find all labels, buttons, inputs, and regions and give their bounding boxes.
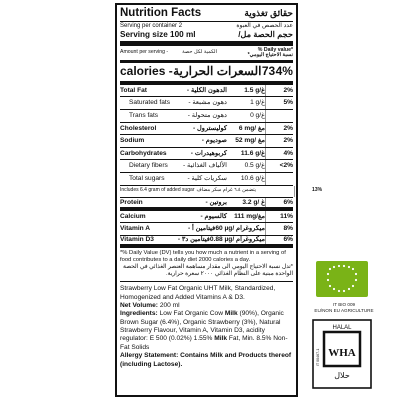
nutrient-percent — [265, 173, 293, 185]
nutrient-percent: 2% — [265, 123, 293, 135]
eu-leaf-icon — [316, 261, 368, 297]
nutrient-amount: 52 mg/ مغ — [235, 137, 265, 145]
nutrient-name-arabic: دهون مشبعة - — [188, 99, 227, 107]
nutrient-name: Saturated fats — [129, 99, 171, 107]
nutrient-name-arabic: يتضمن ٦.٤ غرام سكر مضاف — [196, 187, 257, 194]
calories-row — [120, 63, 293, 85]
nutrient-name-arabic: كوليسترول - — [192, 124, 227, 132]
nutrient-name: Includes 6.4 gram of added sugar — [120, 187, 195, 194]
nutrient-name: Protein — [120, 198, 143, 206]
nutrient-name-arabic: كربوهيدرات - — [190, 149, 227, 157]
panel-title: Nutrition Facts — [120, 7, 202, 19]
nutrient-amount: 1.5 g/غ — [244, 86, 265, 94]
nutrient-amount: 11.6 g/غ — [240, 149, 265, 157]
nutrient-name: Sodium — [120, 137, 145, 145]
nutrient-row — [120, 186, 323, 199]
halal-top-text: HALAL — [332, 325, 352, 331]
nutrient-name-arabic: فيتامين د٣ - — [177, 236, 210, 244]
panel-title-arabic: حقائق تغذوية — [244, 8, 293, 18]
nutrient-name-arabic: فيتامين أ - — [187, 225, 216, 233]
product-description: Strawberry Low Fat Organic UHT Milk, Standardized, Homogenized and Added Vitamins A & D3. — [120, 285, 276, 301]
halal-mark-text: WHA — [328, 347, 356, 359]
amount-per-serving: Amount per serving - الكمية لكل حصة % Daily value* نسبة الاحتياج اليومي* — [120, 46, 293, 63]
nutrient-percent — [265, 110, 293, 122]
calories-label-arabic: السعرات الحرارية — [173, 63, 262, 78]
eu-organic-leaf-logo — [316, 261, 368, 297]
nutrient-amount: 0.88 µg/ ميكروغرام — [209, 236, 265, 244]
nutrient-amount: 3.2 g/ غ — [242, 198, 265, 206]
servings-per-container: Serving per container 2 عدد الحصص في العبوة — [120, 23, 293, 30]
nutrient-row — [120, 123, 293, 136]
allergy-statement: Allergy Statement: Contains Milk and Products thereof (including Lactose). — [120, 352, 292, 368]
nutrient-amount: 0.5 g/غ — [244, 162, 265, 170]
nutrient-amount: 60 µg/ ميكروغرام — [215, 225, 265, 233]
nutrient-percent: 13% — [294, 186, 322, 198]
halal-number: IT 00467-1 — [316, 348, 320, 366]
serving-size: Serving size 100 ml حجم الحصة مل/ — [120, 30, 293, 45]
halal-seal-icon — [311, 318, 373, 390]
nutrient-name-arabic: الدهون الكلية - — [186, 86, 227, 94]
nutrient-name: Total sugars — [129, 174, 165, 182]
nutrient-amount: 111 mg/مغ — [234, 212, 265, 220]
nutrient-name: Vitamin D3 — [120, 236, 154, 244]
panel-header — [120, 5, 293, 22]
calories-value: 73 — [261, 63, 276, 78]
nutrient-name-arabic: الألياف الغذائية - — [183, 162, 227, 170]
eu-code: IT BIO 009 — [332, 302, 356, 307]
nutrient-percent: 5% — [265, 97, 293, 109]
nutrient-percent: 6% — [265, 198, 293, 207]
nutrient-name: Calcium — [120, 212, 146, 220]
nutrient-amount: 6 mg/ مغ — [238, 124, 265, 132]
nutrient-name: Carbohydrates — [120, 149, 167, 157]
nutrient-row — [120, 148, 293, 161]
calories-percent: 4% — [275, 63, 293, 78]
halal-certification-logo — [311, 318, 373, 390]
nutrient-percent: 8% — [265, 223, 293, 235]
nutrient-name: Total Fat — [120, 86, 147, 94]
nutrient-row — [120, 223, 293, 236]
nutrient-percent: 4% — [265, 148, 293, 160]
nutrient-list — [120, 85, 323, 249]
daily-value-header: % Daily value* نسبة الاحتياج اليومي* — [247, 46, 293, 59]
ingredients-block — [120, 282, 293, 369]
nutrient-row — [120, 85, 293, 98]
nutrient-name-arabic: سكريات كلية - — [187, 174, 227, 182]
nutrient-row — [120, 97, 293, 110]
eu-agriculture: EU/NON EU AGRICULTURE — [314, 307, 374, 313]
nutrient-amount: 0 g/غ — [250, 111, 265, 119]
nutrient-name: Trans fats — [129, 111, 159, 119]
nutrient-amount: 10.6 g/غ — [240, 174, 265, 182]
nutrient-percent: 2% — [265, 85, 293, 97]
nutrient-percent: 11% — [265, 211, 293, 223]
nutrient-name-arabic: كالسيوم - — [200, 212, 227, 220]
nutrient-name-arabic: دهون متحولة - — [187, 111, 227, 119]
nutrient-name: Vitamin A — [120, 225, 151, 233]
nutrient-row — [120, 211, 293, 224]
nutrient-name: Cholesterol — [120, 124, 157, 132]
nutrient-row — [120, 160, 293, 173]
nutrient-percent: <2% — [265, 160, 293, 172]
nutrient-amount: 1 g/غ — [250, 99, 265, 107]
ingredients-list: Ingredients: Low Fat Organic Cow Milk (90%), Organic Brown Sugar (6.4%), Organic Strawberry (3%), Natural Strawberry Flavour, Vitamin A, Vitamin D3, acidity regulator: E 500 (0.02%) 1.55% Milk Fat, Min. 8.5% Non-Fat Solids — [120, 310, 288, 351]
nutrient-row — [120, 236, 293, 249]
nutrient-row — [120, 173, 293, 186]
nutrient-percent: 2% — [265, 135, 293, 147]
nutrient-row — [120, 110, 293, 123]
nutrient-name-arabic: صوديوم - — [201, 137, 227, 145]
nutrient-name: Dietary fibers — [129, 162, 168, 170]
nutrient-row — [120, 135, 293, 148]
net-volume: Net Volume: 200 ml — [120, 302, 180, 310]
nutrient-percent: 6% — [265, 236, 293, 245]
calories-label: calories - — [120, 63, 173, 78]
nutrient-name-arabic: بروتين - — [205, 198, 227, 206]
nutrient-row — [120, 198, 293, 211]
halal-arabic-text: حلال — [334, 371, 350, 380]
eu-certification-text — [308, 302, 380, 313]
daily-value-footnote: *% Daily Value (DV) tells you how much a nutrient in a serving of food contributes to a daily diet 2000 calories a day. *تدل نسبة الاحتياج اليومي الى مقدار مساهمة العنصر الغذائي في الحصة الواحدة مبنية على النظام الغذائي ٢٠٠٠ سعرة حرارية. — [120, 248, 293, 282]
